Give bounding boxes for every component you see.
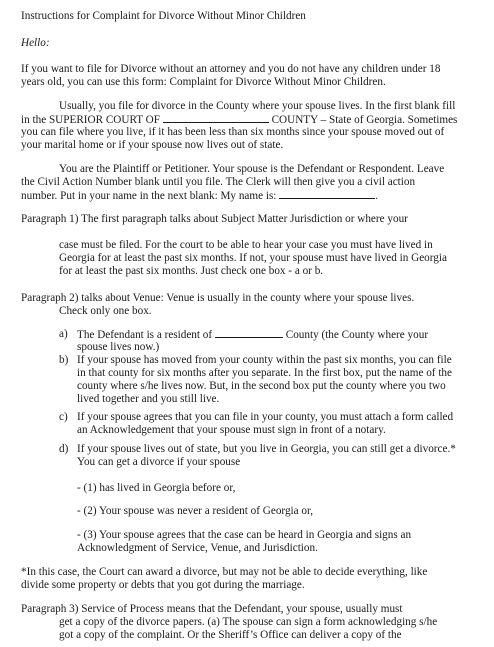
plaintiff-para-text: . — [375, 190, 379, 202]
paragraph-3-line: got a copy of the complaint. Or the Sheriff’s Office can deliver a copy of the — [59, 629, 402, 641]
intro-line: If you want to file for Divorce without an attorney and you do not have any children under 18 — [21, 63, 441, 75]
county-para-line: you can file where you live, if it has been less than six months since your spouse moved out of — [21, 126, 445, 138]
county-para-line: Usually, you file for divorce in the County where your spouse lives. In the first blank fill — [59, 100, 456, 112]
footnote-line: *In this case, the Court can award a divorce, but may not be able to decide everything, like — [21, 566, 428, 578]
paragraph-1-line: for at least the past six months. Just check one box - a or b. — [59, 265, 324, 277]
paragraph-2-subheading: Check only one box. — [59, 305, 152, 317]
option-line: - (3) Your spouse agrees that the case can be heard in Georgia and signs an — [77, 529, 412, 541]
list-marker-d: d) — [59, 443, 69, 455]
option-line: - (2) Your spouse was never a resident of Georgia or, — [77, 505, 314, 517]
item-b-line: lived together and you still live. — [77, 393, 220, 405]
county-para-line: your marital home or if your spouse now lives out of state. — [21, 139, 284, 151]
county-blank — [163, 112, 269, 123]
defendant-county-blank — [215, 327, 283, 338]
item-d-line: You can get a divorce if your spouse — [77, 456, 241, 468]
county-para-text: COUNTY – State of Georgia. Sometimes — [271, 114, 458, 126]
item-c-line: If your spouse agrees that you can file in your county, you must attach a form called — [77, 411, 454, 423]
greeting: Hello: — [21, 37, 50, 49]
plaintiff-para-line: the Civil Action Number blank until you file. The Clerk will then give you a civil action — [21, 176, 416, 188]
paragraph-1-line: Georgia for at least the past six months. If not, your spouse must have lived in Georgia — [59, 252, 447, 264]
list-marker-a: a) — [59, 328, 68, 340]
plaintiff-para-line — [21, 188, 378, 203]
item-d-line: If your spouse lives out of state, but you live in Georgia, you can still get a divorce.* — [77, 443, 456, 455]
paragraph-2-heading: Paragraph 2) talks about Venue: Venue is usually in the county where your spouse lives. — [21, 292, 415, 304]
item-a-text: County (the County where your — [285, 329, 429, 341]
paragraph-3-heading: Paragraph 3) Service of Process means that the Defendant, your spouse, usually must — [21, 603, 403, 615]
list-marker-c: c) — [59, 411, 68, 423]
paragraph-1-heading: Paragraph 1) The first paragraph talks about Subject Matter Jurisdiction or where your — [21, 213, 408, 225]
county-para-text: in the SUPERIOR COURT OF — [21, 114, 160, 126]
intro-line: years old, you can use this form: Complaint for Divorce Without Minor Children. — [21, 76, 386, 88]
option-line: - (1) has lived in Georgia before or, — [77, 482, 236, 494]
item-b-line: If your spouse has moved from your county within the past six months, you can file — [77, 354, 452, 366]
footnote-line: divide some property or debts that you got during the marriage. — [21, 579, 305, 591]
plaintiff-para-text: number. Put in your name in the next blank: My name is: — [21, 190, 277, 202]
item-a-line: spouse lives now.) — [77, 341, 160, 353]
paragraph-1-line: case must be filed. For the court to be able to hear your case you must have lived in — [59, 239, 433, 251]
list-marker-b: b) — [59, 354, 69, 366]
item-b-line: in that county for six months after you separate. In the first box, put the name of the — [77, 367, 452, 379]
name-blank — [279, 188, 375, 199]
plaintiff-para-line: You are the Plaintiff or Petitioner. Your spouse is the Defendant or Respondent. Leave — [59, 163, 445, 175]
document-title: Instructions for Complaint for Divorce Without Minor Children — [21, 10, 306, 22]
paragraph-3-line: get a copy of the divorce papers. (a) The spouse can sign a form acknowledging s/he — [59, 616, 438, 628]
item-c-line: an Acknowledgement that your spouse must sign in front of a notary. — [77, 424, 386, 436]
option-line: Acknowledgment of Service, Venue, and Jurisdiction. — [77, 542, 318, 554]
item-b-line: county where s/he lives now. But, in the second box put the county where you two — [77, 380, 446, 392]
item-a-text: The Defendant is a resident of — [77, 329, 213, 341]
